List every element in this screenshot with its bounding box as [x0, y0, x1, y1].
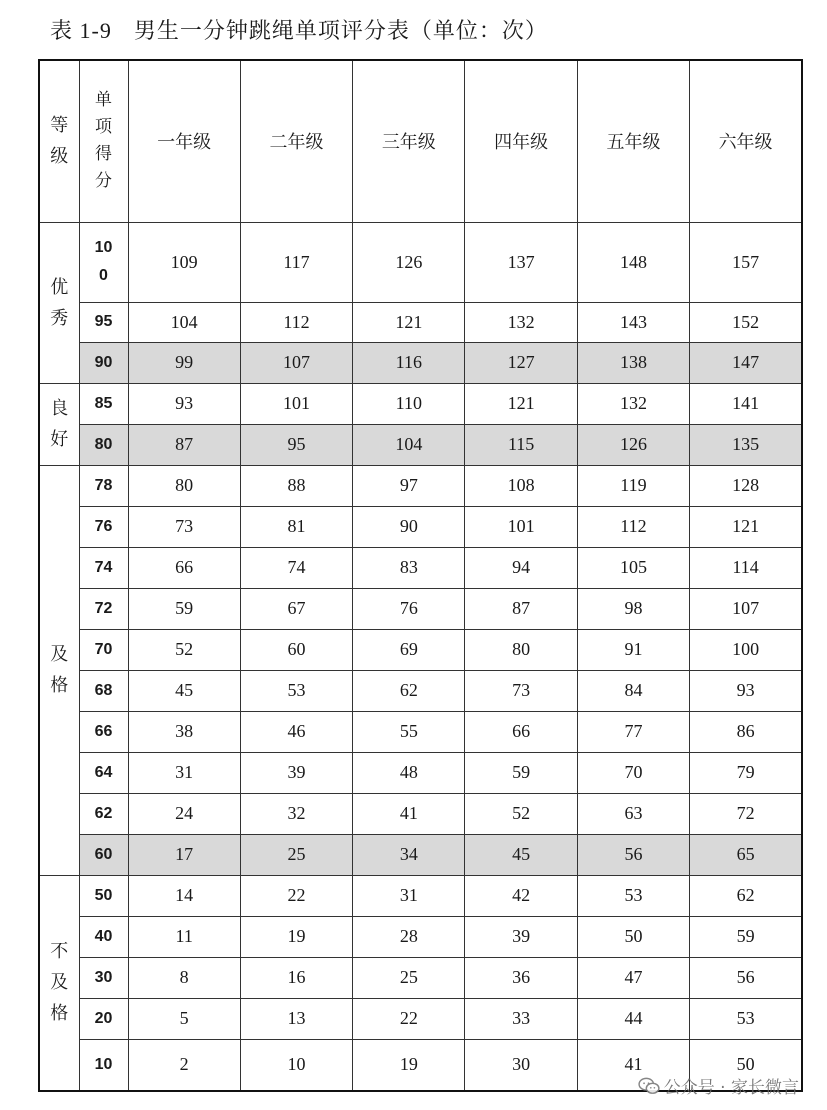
- value-cell: 50: [577, 916, 689, 957]
- value-cell: 93: [128, 383, 240, 424]
- year-header: 四年级: [465, 60, 577, 222]
- value-cell: 79: [690, 752, 802, 793]
- value-cell: 157: [690, 222, 802, 302]
- value-cell: 47: [577, 957, 689, 998]
- value-cell: 38: [128, 711, 240, 752]
- table-row: [39, 383, 802, 424]
- watermark-text: 公众号 · 家长微言: [663, 1078, 799, 1098]
- value-cell: 2: [128, 1039, 240, 1091]
- score-cell: 90: [79, 342, 128, 383]
- table-row: [39, 916, 802, 957]
- value-cell: 59: [690, 916, 802, 957]
- value-cell: 87: [465, 588, 577, 629]
- value-cell: 76: [353, 588, 465, 629]
- value-cell: 104: [128, 302, 240, 342]
- score-cell: 76: [79, 506, 128, 547]
- header-char: 等: [50, 115, 69, 137]
- value-cell: 48: [353, 752, 465, 793]
- score-cell: 60: [79, 834, 128, 875]
- value-cell: 101: [240, 383, 352, 424]
- value-cell: 127: [465, 342, 577, 383]
- value-cell: 41: [577, 1039, 689, 1091]
- score-cell: 70: [79, 629, 128, 670]
- value-cell: 10: [240, 1039, 352, 1091]
- score-cell: 62: [79, 793, 128, 834]
- value-cell: 84: [577, 670, 689, 711]
- year-header: 六年级: [690, 60, 802, 222]
- table-row: [39, 670, 802, 711]
- value-cell: 53: [240, 670, 352, 711]
- value-cell: 31: [353, 875, 465, 916]
- value-cell: 128: [690, 465, 802, 506]
- value-cell: 86: [690, 711, 802, 752]
- value-cell: 105: [577, 547, 689, 588]
- value-cell: 62: [690, 875, 802, 916]
- table-row: [39, 629, 802, 670]
- value-cell: 39: [465, 916, 577, 957]
- table-number: 表 1-9: [50, 18, 112, 43]
- score-cell: 85: [79, 383, 128, 424]
- score-cell: 66: [79, 711, 128, 752]
- grade-cell: [39, 465, 79, 875]
- value-cell: 32: [240, 793, 352, 834]
- header-row: [39, 60, 802, 222]
- value-cell: 70: [577, 752, 689, 793]
- value-cell: 112: [577, 506, 689, 547]
- scoring-table: [38, 59, 803, 1092]
- header-char: 及: [50, 972, 69, 994]
- value-cell: 59: [465, 752, 577, 793]
- value-cell: 117: [240, 222, 352, 302]
- value-cell: 88: [240, 465, 352, 506]
- value-cell: 97: [353, 465, 465, 506]
- header-char: 格: [50, 675, 69, 696]
- header-char: 及: [50, 644, 69, 665]
- wechat-icon: [638, 1077, 660, 1095]
- value-cell: 13: [240, 998, 352, 1039]
- table-row: [39, 834, 802, 875]
- value-cell: 98: [577, 588, 689, 629]
- value-cell: 141: [690, 383, 802, 424]
- value-cell: 126: [577, 424, 689, 465]
- value-cell: 46: [240, 711, 352, 752]
- value-cell: 65: [690, 834, 802, 875]
- year-header: 三年级: [353, 60, 465, 222]
- table-row: [39, 588, 802, 629]
- value-cell: 17: [128, 834, 240, 875]
- value-cell: 143: [577, 302, 689, 342]
- value-cell: 53: [690, 998, 802, 1039]
- score-cell: 80: [79, 424, 128, 465]
- table-row: [39, 424, 802, 465]
- grade-cell: [39, 222, 79, 383]
- score-cell: 40: [79, 916, 128, 957]
- value-cell: 62: [353, 670, 465, 711]
- value-cell: 110: [353, 383, 465, 424]
- value-cell: 14: [128, 875, 240, 916]
- header-char: 不: [50, 941, 69, 963]
- table-row: [39, 302, 802, 342]
- table-row: [39, 465, 802, 506]
- value-cell: 73: [128, 506, 240, 547]
- value-cell: 8: [128, 957, 240, 998]
- table-row: [39, 711, 802, 752]
- value-cell: 56: [577, 834, 689, 875]
- watermark: [638, 1073, 799, 1098]
- value-cell: 25: [240, 834, 352, 875]
- value-cell: 73: [465, 670, 577, 711]
- value-cell: 109: [128, 222, 240, 302]
- value-cell: 132: [577, 383, 689, 424]
- table-caption: [50, 14, 548, 45]
- header-char: 级: [50, 146, 69, 168]
- value-cell: 107: [240, 342, 352, 383]
- header-char: 好: [50, 429, 69, 450]
- header-char: 秀: [50, 307, 69, 329]
- value-cell: 121: [353, 302, 465, 342]
- score-cell: 78: [79, 465, 128, 506]
- score-cell: 50: [79, 875, 128, 916]
- value-cell: 152: [690, 302, 802, 342]
- value-cell: 104: [353, 424, 465, 465]
- value-cell: 22: [240, 875, 352, 916]
- value-cell: 99: [128, 342, 240, 383]
- table-row: [39, 998, 802, 1039]
- table-row: [39, 793, 802, 834]
- score-cell: 95: [79, 302, 128, 342]
- value-cell: 55: [353, 711, 465, 752]
- value-cell: 52: [465, 793, 577, 834]
- value-cell: 16: [240, 957, 352, 998]
- value-cell: 44: [577, 998, 689, 1039]
- table-row: [39, 342, 802, 383]
- score-cell: 68: [79, 670, 128, 711]
- value-cell: 80: [128, 465, 240, 506]
- header-char: 优: [50, 276, 69, 298]
- value-cell: 50: [690, 1039, 802, 1091]
- value-cell: 121: [690, 506, 802, 547]
- value-cell: 74: [240, 547, 352, 588]
- score-cell: 72: [79, 588, 128, 629]
- value-cell: 116: [353, 342, 465, 383]
- score-cell: 74: [79, 547, 128, 588]
- value-cell: 28: [353, 916, 465, 957]
- value-cell: 72: [690, 793, 802, 834]
- score-cell: 64: [79, 752, 128, 793]
- score-cell: 20: [79, 998, 128, 1039]
- value-cell: 60: [240, 629, 352, 670]
- value-cell: 34: [353, 834, 465, 875]
- value-cell: 77: [577, 711, 689, 752]
- value-cell: 53: [577, 875, 689, 916]
- value-cell: 45: [465, 834, 577, 875]
- value-cell: 41: [353, 793, 465, 834]
- score-cell: 10: [79, 1039, 128, 1091]
- value-cell: 5: [128, 998, 240, 1039]
- table-row: [39, 222, 802, 302]
- value-cell: 91: [577, 629, 689, 670]
- value-cell: 63: [577, 793, 689, 834]
- header-char: 格: [50, 1003, 69, 1025]
- table-row: [39, 957, 802, 998]
- table-row: [39, 875, 802, 916]
- value-cell: 147: [690, 342, 802, 383]
- value-cell: 94: [465, 547, 577, 588]
- value-cell: 119: [577, 465, 689, 506]
- score-cell: 10 0: [79, 222, 128, 302]
- value-cell: 81: [240, 506, 352, 547]
- value-cell: 11: [128, 916, 240, 957]
- value-cell: 30: [465, 1039, 577, 1091]
- value-cell: 100: [690, 629, 802, 670]
- table-body: [39, 60, 802, 1091]
- value-cell: 132: [465, 302, 577, 342]
- table-row: [39, 506, 802, 547]
- value-cell: 101: [465, 506, 577, 547]
- value-cell: 36: [465, 957, 577, 998]
- value-cell: 115: [465, 424, 577, 465]
- table-title: 男生一分钟跳绳单项评分表（单位：次）: [133, 19, 548, 44]
- year-header: 五年级: [577, 60, 689, 222]
- value-cell: 138: [577, 342, 689, 383]
- table-row: [39, 547, 802, 588]
- value-cell: 66: [128, 547, 240, 588]
- value-cell: 67: [240, 588, 352, 629]
- header-char: 分: [95, 171, 112, 192]
- value-cell: 112: [240, 302, 352, 342]
- value-cell: 24: [128, 793, 240, 834]
- value-cell: 135: [690, 424, 802, 465]
- header-char: 单: [95, 90, 112, 111]
- year-header: 二年级: [240, 60, 352, 222]
- value-cell: 22: [353, 998, 465, 1039]
- grade-cell: [39, 875, 79, 1091]
- value-cell: 33: [465, 998, 577, 1039]
- value-cell: 39: [240, 752, 352, 793]
- value-cell: 42: [465, 875, 577, 916]
- value-cell: 121: [465, 383, 577, 424]
- value-cell: 126: [353, 222, 465, 302]
- value-cell: 93: [690, 670, 802, 711]
- score-header: [79, 60, 128, 222]
- value-cell: 59: [128, 588, 240, 629]
- value-cell: 52: [128, 629, 240, 670]
- grade-header: [39, 60, 79, 222]
- header-char: 得: [95, 144, 112, 165]
- value-cell: 19: [353, 1039, 465, 1091]
- value-cell: 87: [128, 424, 240, 465]
- value-cell: 83: [353, 547, 465, 588]
- value-cell: 66: [465, 711, 577, 752]
- value-cell: 31: [128, 752, 240, 793]
- value-cell: 45: [128, 670, 240, 711]
- value-cell: 25: [353, 957, 465, 998]
- value-cell: 69: [353, 629, 465, 670]
- value-cell: 107: [690, 588, 802, 629]
- value-cell: 56: [690, 957, 802, 998]
- value-cell: 108: [465, 465, 577, 506]
- header-char: 项: [95, 117, 112, 138]
- header-char: 良: [50, 398, 69, 419]
- year-header: 一年级: [128, 60, 240, 222]
- value-cell: 95: [240, 424, 352, 465]
- table-row: [39, 752, 802, 793]
- value-cell: 19: [240, 916, 352, 957]
- value-cell: 90: [353, 506, 465, 547]
- value-cell: 137: [465, 222, 577, 302]
- value-cell: 114: [690, 547, 802, 588]
- value-cell: 148: [577, 222, 689, 302]
- grade-cell: [39, 383, 79, 465]
- value-cell: 80: [465, 629, 577, 670]
- score-cell: 30: [79, 957, 128, 998]
